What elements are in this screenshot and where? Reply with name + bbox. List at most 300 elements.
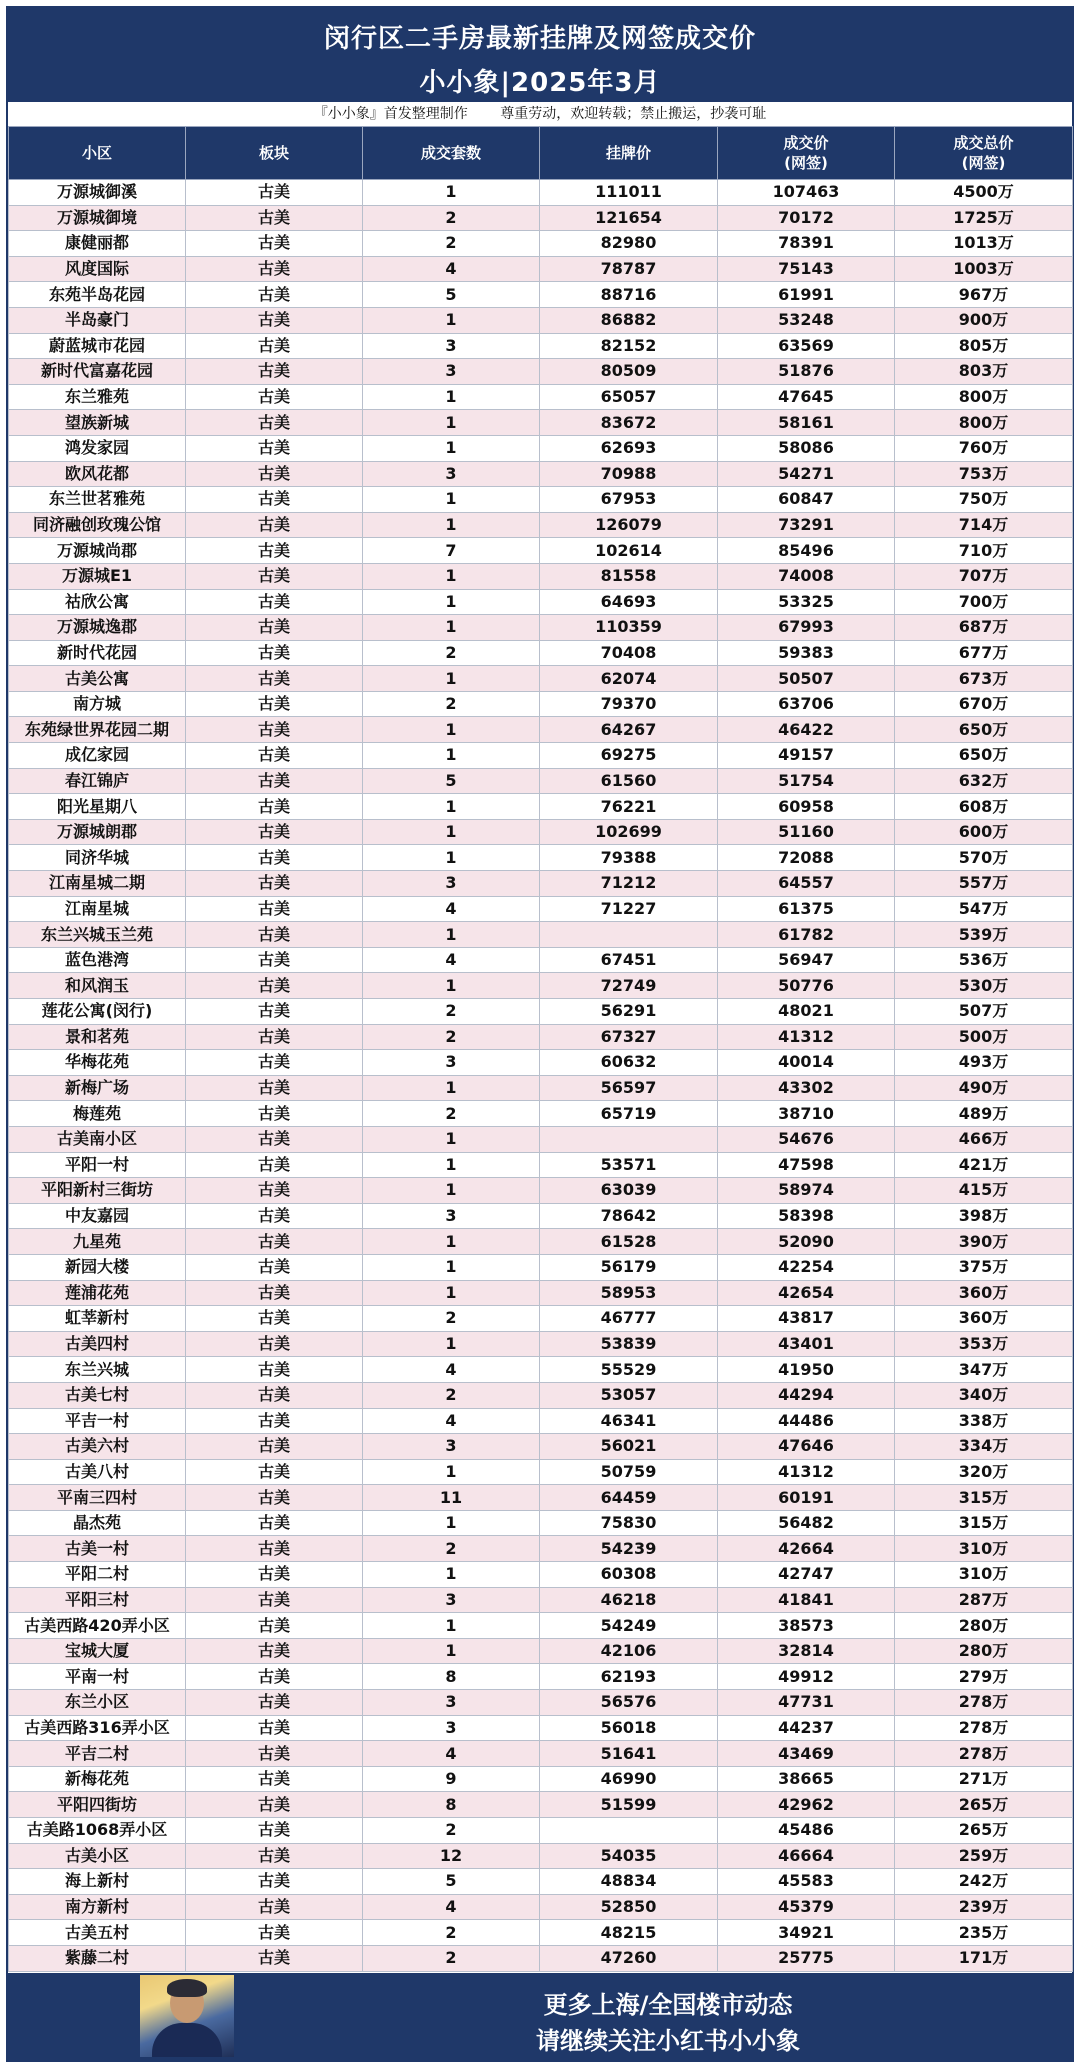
deal-count-cell: 1 (363, 487, 540, 513)
deal-total-cell: 489万 (895, 1101, 1073, 1127)
community-cell: 梅莲苑 (9, 1101, 186, 1127)
table-row (9, 1382, 1073, 1408)
table-row (9, 1715, 1073, 1741)
community-cell: 华梅花苑 (9, 1050, 186, 1076)
table-row (9, 1408, 1073, 1434)
deal-price-cell: 53248 (718, 307, 895, 333)
deal-count-cell: 3 (363, 1715, 540, 1741)
deal-price-cell: 74008 (718, 563, 895, 589)
community-cell: 莲花公寓(闵行) (9, 999, 186, 1025)
column-header-label: 成交总价 (953, 134, 1014, 152)
column-header (540, 127, 718, 180)
deal-total-cell: 315万 (895, 1485, 1073, 1511)
deal-count-cell: 4 (363, 1894, 540, 1920)
table-row (9, 1920, 1073, 1946)
listing-price-cell: 53057 (540, 1382, 718, 1408)
deal-count-cell: 4 (363, 1741, 540, 1767)
listing-price-cell: 78642 (540, 1203, 718, 1229)
district-cell: 古美 (186, 1715, 363, 1741)
community-cell: 古美五村 (9, 1920, 186, 1946)
column-header-label: 成交价 (783, 134, 829, 152)
deal-total-cell: 805万 (895, 333, 1073, 359)
district-cell: 古美 (186, 512, 363, 538)
deal-price-cell: 42654 (718, 1280, 895, 1306)
listing-price-cell: 56018 (540, 1715, 718, 1741)
deal-price-cell: 54676 (718, 1126, 895, 1152)
deal-total-cell: 265万 (895, 1792, 1073, 1818)
community-cell: 新时代花园 (9, 640, 186, 666)
listing-price-cell: 82152 (540, 333, 718, 359)
listing-price-cell: 64693 (540, 589, 718, 615)
deal-total-cell: 338万 (895, 1408, 1073, 1434)
community-cell: 平阳二村 (9, 1562, 186, 1588)
community-cell: 蔚蓝城市花园 (9, 333, 186, 359)
deal-count-cell: 2 (363, 1306, 540, 1332)
table-row (9, 384, 1073, 410)
district-cell: 古美 (186, 922, 363, 948)
district-cell: 古美 (186, 1152, 363, 1178)
deal-price-cell: 51876 (718, 359, 895, 385)
avatar (140, 1975, 234, 2057)
deal-total-cell: 265万 (895, 1818, 1073, 1844)
deal-price-cell: 42664 (718, 1536, 895, 1562)
community-cell: 古美小区 (9, 1843, 186, 1869)
listing-price-cell: 70988 (540, 461, 718, 487)
listing-price-cell: 46218 (540, 1587, 718, 1613)
table-row (9, 1331, 1073, 1357)
community-cell: 新梅广场 (9, 1075, 186, 1101)
district-cell: 古美 (186, 231, 363, 257)
deal-count-cell: 3 (363, 1434, 540, 1460)
listing-price-cell: 88716 (540, 282, 718, 308)
table-row (9, 461, 1073, 487)
page-footer (8, 1973, 1072, 2060)
table-row (9, 1024, 1073, 1050)
deal-count-cell: 2 (363, 999, 540, 1025)
deal-count-cell: 4 (363, 896, 540, 922)
column-header (895, 127, 1073, 180)
district-cell: 古美 (186, 640, 363, 666)
community-cell: 平阳一村 (9, 1152, 186, 1178)
deal-count-cell: 3 (363, 461, 540, 487)
deal-total-cell: 1725万 (895, 205, 1073, 231)
deal-count-cell: 1 (363, 1459, 540, 1485)
deal-count-cell: 2 (363, 640, 540, 666)
deal-price-cell: 60191 (718, 1485, 895, 1511)
district-cell: 古美 (186, 1766, 363, 1792)
deal-total-cell: 466万 (895, 1126, 1073, 1152)
community-cell: 中友嘉园 (9, 1203, 186, 1229)
deal-count-cell: 1 (363, 307, 540, 333)
notice-terms: 尊重劳动，欢迎转载；禁止搬运，抄袭可耻 (500, 106, 767, 122)
deal-price-cell: 60958 (718, 794, 895, 820)
listing-price-cell: 46990 (540, 1766, 718, 1792)
deal-count-cell: 1 (363, 922, 540, 948)
district-cell: 古美 (186, 819, 363, 845)
district-cell: 古美 (186, 794, 363, 820)
table-row (9, 691, 1073, 717)
deal-total-cell: 271万 (895, 1766, 1073, 1792)
deal-price-cell: 63569 (718, 333, 895, 359)
community-cell: 万源城尚郡 (9, 538, 186, 564)
district-cell: 古美 (186, 1536, 363, 1562)
table-row (9, 256, 1073, 282)
deal-count-cell: 2 (363, 1382, 540, 1408)
community-cell: 鸿发家园 (9, 435, 186, 461)
community-cell: 莲浦花苑 (9, 1280, 186, 1306)
district-cell: 古美 (186, 1613, 363, 1639)
table-row (9, 640, 1073, 666)
deal-total-cell: 4500万 (895, 180, 1073, 206)
deal-price-cell: 38710 (718, 1101, 895, 1127)
district-cell: 古美 (186, 1459, 363, 1485)
table-row (9, 1357, 1073, 1383)
deal-count-cell: 2 (363, 1920, 540, 1946)
deal-price-cell: 45379 (718, 1894, 895, 1920)
community-cell: 欧风花都 (9, 461, 186, 487)
column-header (9, 127, 186, 180)
listing-price-cell: 54249 (540, 1613, 718, 1639)
table-row (9, 1152, 1073, 1178)
deal-count-cell: 2 (363, 1024, 540, 1050)
column-header-label: 成交套数 (420, 144, 481, 162)
deal-total-cell: 547万 (895, 896, 1073, 922)
community-cell: 古美西路420弄小区 (9, 1613, 186, 1639)
table-row (9, 1818, 1073, 1844)
district-cell: 古美 (186, 1280, 363, 1306)
deal-price-cell: 52090 (718, 1229, 895, 1255)
deal-count-cell: 1 (363, 1254, 540, 1280)
listing-price-cell: 71227 (540, 896, 718, 922)
community-cell: 东兰兴城 (9, 1357, 186, 1383)
table-row (9, 1843, 1073, 1869)
table-row (9, 1536, 1073, 1562)
deal-count-cell: 4 (363, 1408, 540, 1434)
district-cell: 古美 (186, 1178, 363, 1204)
deal-price-cell: 43401 (718, 1331, 895, 1357)
table-row (9, 768, 1073, 794)
deal-price-cell: 61375 (718, 896, 895, 922)
district-cell: 古美 (186, 768, 363, 794)
listing-price-cell: 65057 (540, 384, 718, 410)
community-cell: 半岛豪门 (9, 307, 186, 333)
deal-price-cell: 25775 (718, 1945, 895, 1971)
table-row (9, 1869, 1073, 1895)
deal-total-cell: 500万 (895, 1024, 1073, 1050)
listing-price-cell: 51599 (540, 1792, 718, 1818)
district-cell: 古美 (186, 1229, 363, 1255)
deal-count-cell: 2 (363, 1536, 540, 1562)
listing-price-cell: 48215 (540, 1920, 718, 1946)
deal-count-cell: 1 (363, 589, 540, 615)
column-header-label: 小区 (81, 144, 112, 162)
listing-price-cell: 64267 (540, 717, 718, 743)
deal-total-cell: 353万 (895, 1331, 1073, 1357)
table-row (9, 589, 1073, 615)
deal-count-cell: 1 (363, 1126, 540, 1152)
listing-price-cell: 56021 (540, 1434, 718, 1460)
deal-price-cell: 58086 (718, 435, 895, 461)
table-row (9, 1101, 1073, 1127)
community-cell: 平吉一村 (9, 1408, 186, 1434)
table-row (9, 1075, 1073, 1101)
listing-price-cell: 65719 (540, 1101, 718, 1127)
table-row (9, 1126, 1073, 1152)
district-cell: 古美 (186, 333, 363, 359)
table-row (9, 1510, 1073, 1536)
listing-price-cell: 75830 (540, 1510, 718, 1536)
listing-price-cell: 83672 (540, 410, 718, 436)
table-row (9, 435, 1073, 461)
deal-price-cell: 45583 (718, 1869, 895, 1895)
listing-price-cell: 55529 (540, 1357, 718, 1383)
deal-price-cell: 61782 (718, 922, 895, 948)
deal-count-cell: 2 (363, 1101, 540, 1127)
community-cell: 同济华城 (9, 845, 186, 871)
deal-count-cell: 1 (363, 615, 540, 641)
table-row (9, 359, 1073, 385)
deal-total-cell: 650万 (895, 717, 1073, 743)
deal-price-cell: 44237 (718, 1715, 895, 1741)
community-cell: 平南一村 (9, 1664, 186, 1690)
deal-total-cell: 280万 (895, 1613, 1073, 1639)
district-cell: 古美 (186, 1920, 363, 1946)
district-cell: 古美 (186, 589, 363, 615)
deal-price-cell: 38665 (718, 1766, 895, 1792)
deal-count-cell: 1 (363, 512, 540, 538)
footer-line-2: 请继续关注小红书小小象 (536, 2027, 800, 2055)
district-cell: 古美 (186, 871, 363, 897)
district-cell: 古美 (186, 743, 363, 769)
deal-price-cell: 44294 (718, 1382, 895, 1408)
deal-total-cell: 320万 (895, 1459, 1073, 1485)
deal-price-cell: 42962 (718, 1792, 895, 1818)
community-cell: 万源城E1 (9, 563, 186, 589)
community-cell: 东兰兴城玉兰苑 (9, 922, 186, 948)
deal-count-cell: 4 (363, 256, 540, 282)
deal-count-cell: 1 (363, 819, 540, 845)
deal-count-cell: 1 (363, 666, 540, 692)
table-row (9, 1587, 1073, 1613)
deal-total-cell: 710万 (895, 538, 1073, 564)
listing-price-cell (540, 1126, 718, 1152)
listing-price-cell: 102699 (540, 819, 718, 845)
deal-price-cell: 42747 (718, 1562, 895, 1588)
table-row (9, 180, 1073, 206)
table-row (9, 1459, 1073, 1485)
deal-count-cell: 3 (363, 359, 540, 385)
column-header (363, 127, 540, 180)
deal-count-cell: 4 (363, 1357, 540, 1383)
table-row (9, 794, 1073, 820)
price-table (8, 126, 1073, 1972)
community-cell: 新园大楼 (9, 1254, 186, 1280)
community-cell: 古美七村 (9, 1382, 186, 1408)
community-cell: 新梅花苑 (9, 1766, 186, 1792)
deal-total-cell: 493万 (895, 1050, 1073, 1076)
deal-total-cell: 415万 (895, 1178, 1073, 1204)
district-cell: 古美 (186, 1382, 363, 1408)
community-cell: 宝城大厦 (9, 1638, 186, 1664)
community-cell: 紫藤二村 (9, 1945, 186, 1971)
deal-count-cell: 5 (363, 1869, 540, 1895)
deal-price-cell: 38573 (718, 1613, 895, 1639)
community-cell: 古美西路316弄小区 (9, 1715, 186, 1741)
table-row (9, 1945, 1073, 1971)
table-row (9, 947, 1073, 973)
deal-total-cell: 570万 (895, 845, 1073, 871)
deal-count-cell: 3 (363, 1587, 540, 1613)
community-cell: 风度国际 (9, 256, 186, 282)
listing-price-cell: 102614 (540, 538, 718, 564)
deal-total-cell: 800万 (895, 410, 1073, 436)
table-row (9, 743, 1073, 769)
table-header-row (9, 127, 1073, 180)
district-cell: 古美 (186, 359, 363, 385)
column-header-label: 挂牌价 (605, 144, 651, 162)
community-cell: 万源城御境 (9, 205, 186, 231)
district-cell: 古美 (186, 1434, 363, 1460)
deal-total-cell: 360万 (895, 1306, 1073, 1332)
district-cell: 古美 (186, 1562, 363, 1588)
deal-count-cell: 3 (363, 871, 540, 897)
copyright-notice (8, 102, 1072, 126)
district-cell: 古美 (186, 1101, 363, 1127)
table-row (9, 282, 1073, 308)
community-cell: 万源城逸郡 (9, 615, 186, 641)
deal-price-cell: 78391 (718, 231, 895, 257)
listing-price-cell: 62074 (540, 666, 718, 692)
deal-total-cell: 539万 (895, 922, 1073, 948)
deal-price-cell: 56947 (718, 947, 895, 973)
deal-count-cell: 3 (363, 1203, 540, 1229)
deal-total-cell: 967万 (895, 282, 1073, 308)
listing-price-cell: 42106 (540, 1638, 718, 1664)
community-cell: 九星苑 (9, 1229, 186, 1255)
table-row (9, 231, 1073, 257)
deal-total-cell: 398万 (895, 1203, 1073, 1229)
deal-price-cell: 59383 (718, 640, 895, 666)
deal-total-cell: 707万 (895, 563, 1073, 589)
deal-price-cell: 45486 (718, 1818, 895, 1844)
table-row (9, 1741, 1073, 1767)
table-row (9, 538, 1073, 564)
table-row (9, 1690, 1073, 1716)
table-row (9, 1434, 1073, 1460)
deal-count-cell: 2 (363, 1945, 540, 1971)
deal-price-cell: 107463 (718, 180, 895, 206)
deal-count-cell: 2 (363, 205, 540, 231)
page-subtitle: 小小象|2025年3月 (419, 68, 661, 98)
listing-price-cell: 121654 (540, 205, 718, 231)
community-cell: 南方新村 (9, 1894, 186, 1920)
district-cell: 古美 (186, 1203, 363, 1229)
listing-price-cell: 79388 (540, 845, 718, 871)
deal-count-cell: 1 (363, 1562, 540, 1588)
deal-total-cell: 557万 (895, 871, 1073, 897)
district-cell: 古美 (186, 205, 363, 231)
community-cell: 东兰世茗雅苑 (9, 487, 186, 513)
table-row (9, 819, 1073, 845)
community-cell: 江南星城 (9, 896, 186, 922)
district-cell: 古美 (186, 1075, 363, 1101)
district-cell: 古美 (186, 1843, 363, 1869)
deal-total-cell: 536万 (895, 947, 1073, 973)
listing-price-cell (540, 922, 718, 948)
listing-price-cell: 64459 (540, 1485, 718, 1511)
community-cell: 春江锦庐 (9, 768, 186, 794)
deal-price-cell: 41950 (718, 1357, 895, 1383)
deal-total-cell: 687万 (895, 615, 1073, 641)
deal-count-cell: 5 (363, 282, 540, 308)
deal-price-cell: 50507 (718, 666, 895, 692)
deal-count-cell: 1 (363, 563, 540, 589)
district-cell: 古美 (186, 461, 363, 487)
deal-count-cell: 1 (363, 1510, 540, 1536)
district-cell: 古美 (186, 307, 363, 333)
deal-price-cell: 56482 (718, 1510, 895, 1536)
listing-price-cell: 56291 (540, 999, 718, 1025)
district-cell: 古美 (186, 1664, 363, 1690)
deal-total-cell: 650万 (895, 743, 1073, 769)
district-cell: 古美 (186, 384, 363, 410)
district-cell: 古美 (186, 1894, 363, 1920)
listing-price-cell: 111011 (540, 180, 718, 206)
deal-total-cell: 340万 (895, 1382, 1073, 1408)
district-cell: 古美 (186, 1587, 363, 1613)
district-cell: 古美 (186, 1638, 363, 1664)
deal-count-cell: 8 (363, 1664, 540, 1690)
listing-price-cell: 81558 (540, 563, 718, 589)
community-cell: 虹莘新村 (9, 1306, 186, 1332)
deal-price-cell: 47646 (718, 1434, 895, 1460)
deal-count-cell: 7 (363, 538, 540, 564)
deal-total-cell: 287万 (895, 1587, 1073, 1613)
deal-price-cell: 47731 (718, 1690, 895, 1716)
deal-total-cell: 507万 (895, 999, 1073, 1025)
district-cell: 古美 (186, 973, 363, 999)
deal-total-cell: 750万 (895, 487, 1073, 513)
deal-total-cell: 259万 (895, 1843, 1073, 1869)
deal-count-cell: 1 (363, 1178, 540, 1204)
district-cell: 古美 (186, 666, 363, 692)
deal-count-cell: 1 (363, 973, 540, 999)
deal-price-cell: 51754 (718, 768, 895, 794)
column-header (186, 127, 363, 180)
table-row (9, 1894, 1073, 1920)
listing-price-cell: 53839 (540, 1331, 718, 1357)
community-cell: 晶杰苑 (9, 1510, 186, 1536)
listing-price-cell: 51641 (540, 1741, 718, 1767)
deal-price-cell: 46422 (718, 717, 895, 743)
deal-count-cell: 1 (363, 743, 540, 769)
deal-count-cell: 1 (363, 1280, 540, 1306)
table-row (9, 845, 1073, 871)
table-row (9, 1485, 1073, 1511)
deal-total-cell: 280万 (895, 1638, 1073, 1664)
district-cell: 古美 (186, 1331, 363, 1357)
listing-price-cell: 110359 (540, 615, 718, 641)
district-cell: 古美 (186, 1408, 363, 1434)
district-cell: 古美 (186, 1510, 363, 1536)
table-row (9, 1280, 1073, 1306)
deal-price-cell: 41312 (718, 1459, 895, 1485)
deal-price-cell: 60847 (718, 487, 895, 513)
listing-price-cell: 71212 (540, 871, 718, 897)
deal-total-cell: 600万 (895, 819, 1073, 845)
district-cell: 古美 (186, 1357, 363, 1383)
deal-total-cell: 1003万 (895, 256, 1073, 282)
